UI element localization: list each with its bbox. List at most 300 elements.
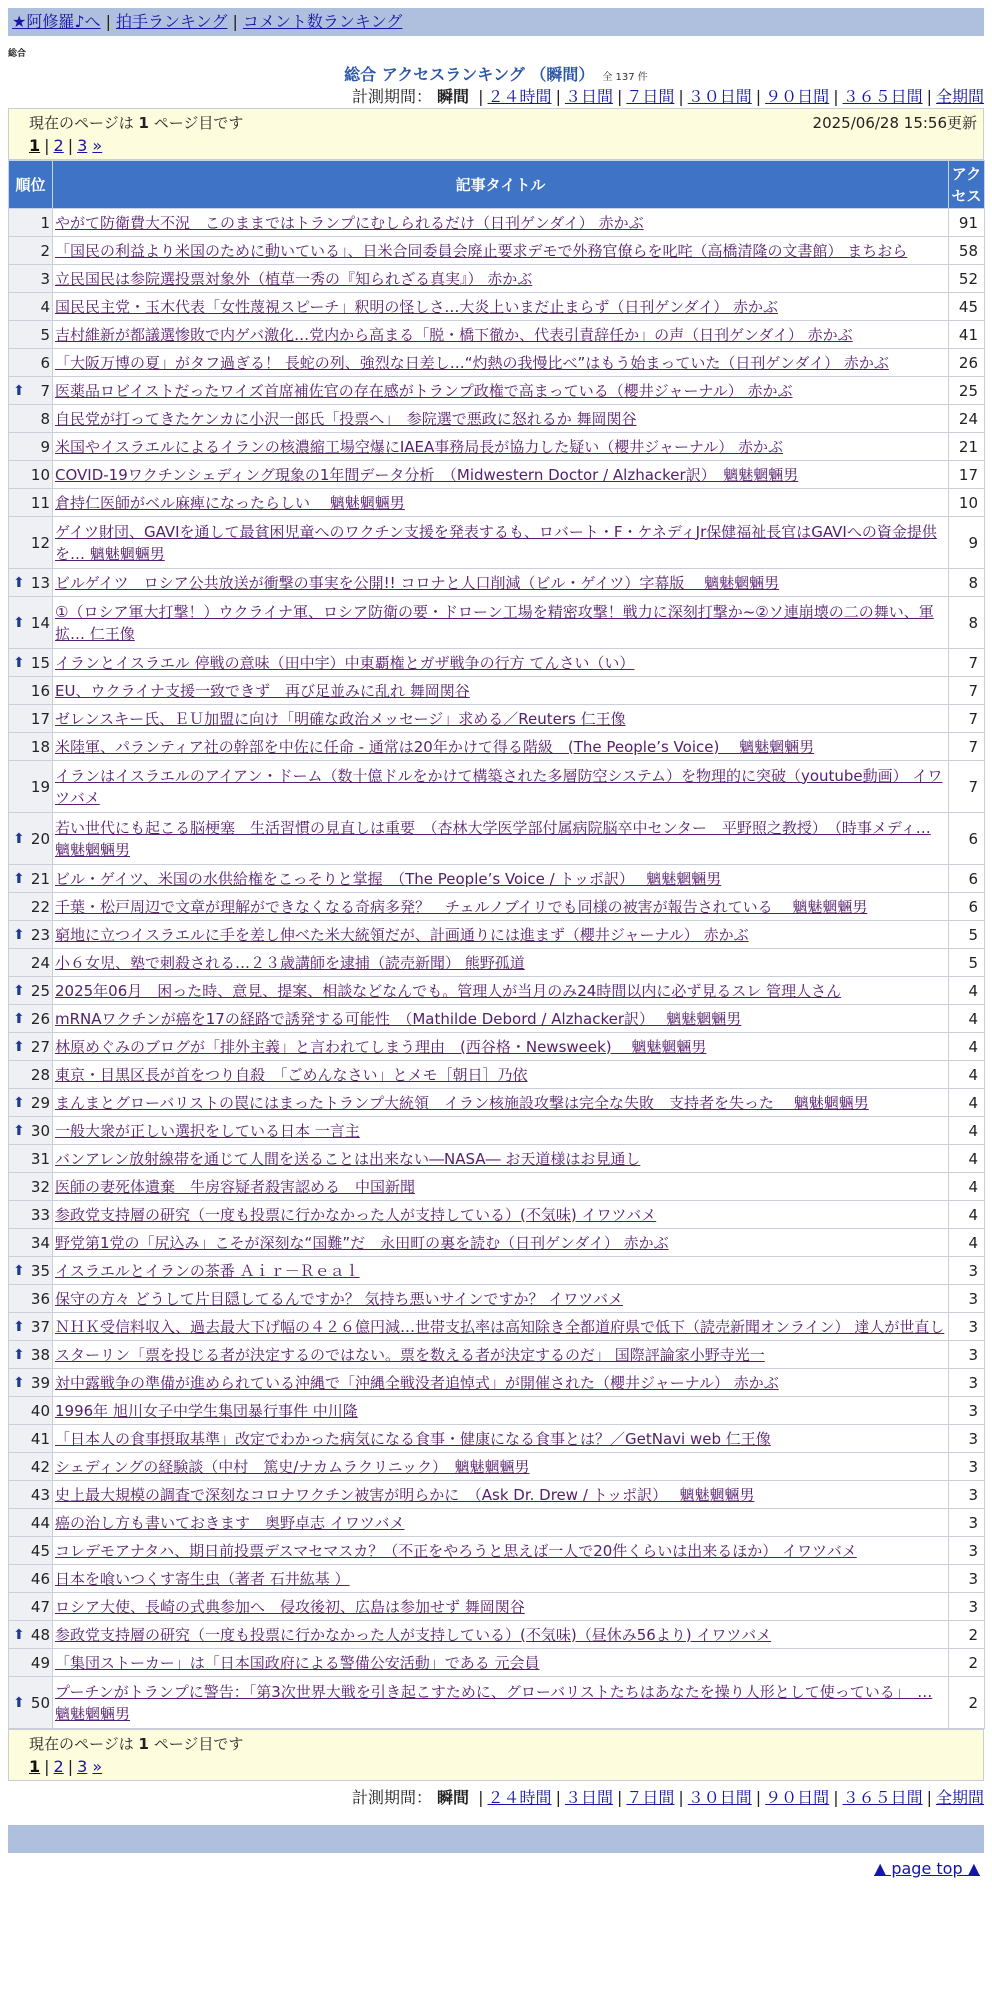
page-info-top [8, 108, 984, 160]
rank-cell [9, 1453, 53, 1481]
rank-number: 43 [30, 1485, 50, 1504]
table-row [9, 1425, 985, 1453]
title-cell [53, 1145, 949, 1173]
period-separator: | [616, 87, 623, 106]
rank-up-arrow-icon: ⬆ [13, 1038, 25, 1055]
rank-cell [9, 377, 53, 405]
table-row [9, 1117, 985, 1145]
rank-cell [9, 1369, 53, 1397]
rank-cell [9, 461, 53, 489]
rank-up-arrow-icon: ⬆ [13, 1122, 25, 1139]
article-title-link[interactable]: 一般大衆が正しい選択をしている日本 一言主 [55, 1121, 360, 1140]
pager-page-3[interactable]: 3 [77, 1757, 88, 1776]
table-row [9, 1145, 985, 1173]
rank-cell [9, 1397, 53, 1425]
title-cell [53, 209, 949, 237]
table-row [9, 377, 985, 405]
ranking-title: 総合 アクセスランキング （瞬間） [344, 65, 595, 84]
article-title-link[interactable]: 参政党支持層の研究（一度も投票に行かなかった人が支持している）(不気味)（昼休み56より) イワツバメ [55, 1625, 772, 1644]
table-row [9, 569, 985, 597]
rank-number: 4 [40, 297, 50, 316]
rank-cell [9, 677, 53, 705]
table-row [9, 1061, 985, 1089]
article-title-link[interactable]: 若い世代にも起こる脳梗塞 生活習慣の見直しは重要 （杏林大学医学部付属病院脳卒中センター 平野照之教授） （時事メディ… 魑魅魍魎男 [55, 818, 931, 859]
article-title-link[interactable]: バンアレン放射線帯を通じて人間を送ることは出来ない―NASA― お天道様はお見通し [55, 1149, 641, 1168]
period-link-3[interactable]: ３０日間 [687, 1788, 752, 1807]
period-separator: | [755, 87, 762, 106]
pager-top [29, 135, 979, 157]
article-title-link[interactable]: 国民民主党・玉木代表「女性蔑視スピーチ」釈明の怪しさ…大炎上いまだ止まらず（日刊ゲンダイ） 赤かぶ [55, 297, 778, 316]
rank-number: 16 [30, 681, 50, 700]
rank-cell [9, 569, 53, 597]
period-link-2[interactable]: ７日間 [626, 87, 675, 106]
rank-number: 24 [30, 953, 50, 972]
article-title-link[interactable]: 「日本人の食事摂取基準」改定でわかった病気になる食事・健康になる食事とは？／GetNavi web 仁王像 [55, 1429, 771, 1448]
access-count: 4 [949, 1117, 985, 1145]
rank-number: 15 [30, 653, 50, 672]
rank-number: 34 [30, 1233, 50, 1252]
period-selector-bottom [8, 1787, 984, 1809]
header-title: 記事タイトル [53, 161, 949, 209]
title-cell [53, 865, 949, 893]
title-cell [53, 1453, 949, 1481]
article-title-link[interactable]: プーチンがトランプに警告：「第3次世界大戦を引き起こすために、グローバリストたちはあなたを操り人形として使っている」 … 魑魅魍魎男 [55, 1682, 933, 1723]
article-title-link[interactable]: やがて防衛費大不況 このままではトランプにむしられるだけ（日刊ゲンダイ） 赤かぶ [55, 213, 644, 232]
access-count: 8 [949, 597, 985, 649]
table-row [9, 761, 985, 813]
rank-cell [9, 517, 53, 569]
table-row [9, 237, 985, 265]
rank-number: 32 [30, 1177, 50, 1196]
access-count: 3 [949, 1509, 985, 1537]
article-title-link[interactable]: 日本を喰いつくす寄生虫（著者 石井紘基 ） [55, 1569, 350, 1588]
rank-cell [9, 1005, 53, 1033]
rank-cell [9, 1229, 53, 1257]
article-title-link[interactable]: 「大阪万博の夏」がタフ過ぎる！ 長蛇の列、強烈な日差し…“灼熱の我慢比べ”はもう始まっていた（日刊ゲンダイ） 赤かぶ [55, 353, 889, 372]
rank-number: 40 [30, 1401, 50, 1420]
article-title-link[interactable]: 参政党支持層の研究（一度も投票に行かなかった人が支持している）(不気味) イワツバメ [55, 1205, 657, 1224]
rank-up-arrow-icon: ⬆ [13, 870, 25, 887]
access-count: 21 [949, 433, 985, 461]
article-title-link[interactable]: 対中露戦争の準備が進められている沖縄で「沖縄全戦没者追悼式」が開催された（櫻井ジャーナル） 赤かぶ [55, 1373, 779, 1392]
title-cell [53, 649, 949, 677]
table-row [9, 1313, 985, 1341]
page-top-link[interactable]: ▲ page top ▲ [873, 1859, 980, 1878]
table-row [9, 705, 985, 733]
period-link-0[interactable]: ２４時間 [487, 1788, 552, 1807]
period-separator: | [478, 1788, 484, 1807]
rank-cell [9, 1649, 53, 1677]
period-links-bottom [474, 1788, 984, 1807]
title-cell [53, 597, 949, 649]
updated-timestamp: 2025/06/28 15:56更新 [812, 114, 977, 132]
table-row [9, 1173, 985, 1201]
page-info-prefix-bottom: 現在のページは [29, 1735, 134, 1753]
access-count: 7 [949, 649, 985, 677]
access-count: 7 [949, 733, 985, 761]
access-count: 26 [949, 349, 985, 377]
title-cell [53, 1005, 949, 1033]
top-nav: ★阿修羅♪へ | 拍手ランキング | コメント数ランキング [8, 8, 984, 36]
table-row [9, 1397, 985, 1425]
table-row [9, 921, 985, 949]
rank-up-arrow-icon: ⬆ [13, 382, 25, 399]
article-title-link[interactable]: ビル・ゲイツ、米国の水供給権をこっそりと掌握 （The People’s Voice / トッポ訳） 魑魅魍魎男 [55, 869, 722, 888]
access-count: 5 [949, 921, 985, 949]
article-title-link[interactable]: 癌の治し方も書いておきます 奥野卓志 イワツバメ [55, 1513, 405, 1532]
article-title-link[interactable]: 千葉・松戸周辺で文章が理解ができなくなる奇病多発？ チェルノブイリでも同様の被害が報告されている 魑魅魍魎男 [55, 897, 868, 916]
article-title-link[interactable]: ゲイツ財団、GAVIを通して最貧困児童へのワクチン支援を発表するも、ロバート・F・ケネディJr保健福祉長官はGAVIへの資金提供を… 魑魅魍魎男 [55, 522, 937, 563]
access-count: 6 [949, 893, 985, 921]
rank-cell [9, 1089, 53, 1117]
access-count: 3 [949, 1313, 985, 1341]
pager-separator: | [44, 136, 50, 155]
access-count: 2 [949, 1621, 985, 1649]
article-title-link[interactable]: COVID-19ワクチンシェディング現象の1年間データ分析 （Midwestern Doctor / Alzhacker訳） 魑魅魍魎男 [55, 465, 799, 484]
article-title-link[interactable]: 林原めぐみのブログが「排外主義」と言われてしまう理由 (西谷格・Newsweek) 魑魅魍魎男 [55, 1037, 707, 1056]
rank-number: 42 [30, 1457, 50, 1476]
period-separator: | [555, 1788, 561, 1807]
pager-current-page: 1 [29, 136, 41, 155]
article-title-link[interactable]: ゼレンスキー氏、ＥＵ加盟に向け「明確な政治メッセージ」求める／Reuters 仁王像 [55, 709, 626, 728]
table-row [9, 1481, 985, 1509]
access-count: 10 [949, 489, 985, 517]
rank-cell [9, 813, 53, 865]
pager-next[interactable]: » [92, 136, 103, 155]
access-count: 4 [949, 1145, 985, 1173]
article-title-link[interactable]: 「国民の利益より米国のために動いている」、日米合同委員会廃止要求デモで外務官僚らを叱咤（高橋清隆の文書館） まちおら [55, 241, 908, 260]
access-count: 41 [949, 321, 985, 349]
rank-number: 2 [40, 241, 50, 260]
title-cell [53, 1621, 949, 1649]
rank-number: 14 [30, 613, 50, 632]
article-title-link[interactable]: コレデモアナタハ、期日前投票デスマセマスカ？（不正をやろうと思えば一人で20件くらいは出来るほか） イワツバメ [55, 1541, 857, 1560]
title-cell [53, 921, 949, 949]
article-title-link[interactable]: 2025年06月 困った時、意見、提案、相談などなんでも。管理人が当月のみ24時間以内に必ず見るスレ 管理人さん [55, 981, 842, 1000]
access-count: 3 [949, 1593, 985, 1621]
access-count: 3 [949, 1397, 985, 1425]
title-cell [53, 677, 949, 705]
rank-cell [9, 1257, 53, 1285]
period-link-6[interactable]: 全期間 [935, 1788, 984, 1807]
total-count: 全 137 件 [602, 72, 648, 83]
access-count: 58 [949, 237, 985, 265]
title-cell [53, 1173, 949, 1201]
table-row [9, 1033, 985, 1061]
rank-number: 36 [30, 1289, 50, 1308]
rank-number: 31 [30, 1149, 50, 1168]
rank-cell [9, 1537, 53, 1565]
table-row [9, 1509, 985, 1537]
access-count: 4 [949, 1089, 985, 1117]
period-link-5[interactable]: ３６５日間 [842, 1788, 923, 1807]
article-title-link[interactable]: mRNAワクチンが癌を17の経路で誘発する可能性 （Mathilde Debord / Alzhacker訳） 魑魅魍魎男 [55, 1009, 742, 1028]
table-row [9, 489, 985, 517]
table-row [9, 1285, 985, 1313]
title-cell [53, 1397, 949, 1425]
period-link-4[interactable]: ９０日間 [765, 1788, 830, 1807]
page-info-number: 1 [138, 114, 149, 132]
access-count: 4 [949, 1061, 985, 1089]
pager-bottom [29, 1756, 979, 1778]
pager-next[interactable]: » [92, 1757, 103, 1776]
title-cell [53, 977, 949, 1005]
rank-cell [9, 1481, 53, 1509]
article-title-link[interactable]: 東京・目黒区長が首をつり自殺 「ごめんなさい」とメモ［朝日］乃依 [55, 1065, 528, 1084]
article-title-link[interactable]: 立民国民は参院選投票対象外（植草一秀の『知られざる真実』） 赤かぶ [55, 269, 533, 288]
access-count: 4 [949, 1201, 985, 1229]
article-title-link[interactable]: シェディングの経験談（中村 篤史/ナカムラクリニック） 魑魅魍魎男 [55, 1457, 530, 1476]
table-row [9, 1621, 985, 1649]
rank-number: 25 [30, 981, 50, 1000]
rank-number: 37 [30, 1317, 50, 1336]
rank-cell [9, 1565, 53, 1593]
access-count: 2 [949, 1677, 985, 1729]
table-row [9, 1369, 985, 1397]
access-count: 3 [949, 1453, 985, 1481]
pager-page-2[interactable]: 2 [53, 1757, 64, 1776]
rank-number: 23 [30, 925, 50, 944]
access-count: 2 [949, 1649, 985, 1677]
table-row [9, 517, 985, 569]
period-links [474, 87, 984, 106]
article-title-link[interactable]: 吉村維新が都議選惨敗で内ゲバ激化…党内から高まる「脱・橋下徹か、代表引責辞任か」の声（日刊ゲンダイ） 赤かぶ [55, 325, 853, 344]
article-title-link[interactable]: 「集団ストーカー」は「日本国政府による警備公安活動」である 元会員 [55, 1653, 540, 1672]
rank-number: 20 [30, 829, 50, 848]
title-cell [53, 949, 949, 977]
page-info-suffix: ページ目です [153, 114, 244, 132]
period-selector-top [8, 86, 984, 108]
title-cell [53, 461, 949, 489]
table-row [9, 1341, 985, 1369]
rank-number: 48 [30, 1625, 50, 1644]
period-link-3[interactable]: ３０日間 [687, 87, 752, 106]
title-cell [53, 405, 949, 433]
rank-up-arrow-icon: ⬆ [13, 574, 25, 591]
comment-ranking-link[interactable]: コメント数ランキング [242, 12, 403, 31]
ranking-table [8, 160, 985, 1729]
rank-cell [9, 597, 53, 649]
access-count: 4 [949, 1005, 985, 1033]
period-separator: | [833, 1788, 839, 1807]
title-cell [53, 1117, 949, 1145]
article-title-link[interactable]: 史上最大規模の調査で深刻なコロナワクチン被害が明らかに （Ask Dr. Drew / トッポ訳） 魑魅魍魎男 [55, 1485, 755, 1504]
access-count: 4 [949, 977, 985, 1005]
rank-up-arrow-icon: ⬆ [13, 982, 25, 999]
article-title-link[interactable]: 小６女児、塾で刺殺される…２３歳講師を逮捕（読売新聞） 熊野孤道 [55, 953, 525, 972]
rank-cell [9, 893, 53, 921]
rank-number: 10 [30, 465, 50, 484]
rank-cell [9, 1117, 53, 1145]
home-link[interactable]: ★阿修羅♪へ [12, 12, 101, 31]
rank-up-arrow-icon: ⬆ [13, 1318, 25, 1335]
rank-number: 45 [30, 1541, 50, 1560]
period-label-bottom: 計測期間： [351, 1788, 432, 1807]
title-cell [53, 1677, 949, 1729]
rank-number: 3 [40, 269, 50, 288]
page-top-area [8, 1853, 984, 1878]
title-cell [53, 237, 949, 265]
table-row [9, 1593, 985, 1621]
title-cell [53, 1481, 949, 1509]
title-cell [53, 893, 949, 921]
table-row [9, 209, 985, 237]
pager-page-3[interactable]: 3 [77, 136, 88, 155]
access-count: 3 [949, 1285, 985, 1313]
title-cell [53, 813, 949, 865]
rank-number: 22 [30, 897, 50, 916]
access-count: 4 [949, 1173, 985, 1201]
article-title-link[interactable]: 自民党が打ってきたケンカに小沢一郎氏「投票へ」 参院選で悪政に怒れるか 舞岡関谷 [55, 409, 637, 428]
pager-separator: | [44, 1757, 50, 1776]
rank-number: 21 [30, 869, 50, 888]
table-row [9, 733, 985, 761]
access-count: 3 [949, 1257, 985, 1285]
period-separator: | [926, 1788, 932, 1807]
period-link-2[interactable]: ７日間 [626, 1788, 675, 1807]
title-cell [53, 1229, 949, 1257]
article-title-link[interactable]: 米陸軍、パランティア社の幹部を中佐に任命 - 通常は20年かけて得る階級 (The People’s Voice) 魑魅魍魎男 [55, 737, 815, 756]
rank-cell [9, 1621, 53, 1649]
rank-cell [9, 733, 53, 761]
access-count: 7 [949, 705, 985, 733]
article-title-link[interactable]: ①（ロシア軍大打撃！）ウクライナ軍、ロシア防衛の要・ドローン工場を精密攻撃！戦力に深刻打撃か~②ソ連崩壊の二の舞い、軍拡… 仁王像 [55, 602, 934, 643]
article-title-link[interactable]: 窮地に立つイスラエルに手を差し伸べた米大統領だが、計画通りには進まず（櫻井ジャーナル） 赤かぶ [55, 925, 749, 944]
applause-ranking-link[interactable]: 拍手ランキング [115, 12, 228, 31]
period-current: 瞬間 [437, 87, 470, 106]
rank-number: 35 [30, 1261, 50, 1280]
rank-up-arrow-icon: ⬆ [13, 1374, 25, 1391]
rank-cell [9, 349, 53, 377]
rank-cell [9, 865, 53, 893]
access-count: 3 [949, 1425, 985, 1453]
article-title-link[interactable]: イスラエルとイランの茶番 Ａｉｒ－Ｒｅａｌ [55, 1261, 360, 1280]
table-row [9, 433, 985, 461]
table-row [9, 813, 985, 865]
rank-number: 49 [30, 1653, 50, 1672]
page-info-number-bottom: 1 [138, 1735, 149, 1753]
rank-up-arrow-icon: ⬆ [13, 926, 25, 943]
article-title-link[interactable]: まんまとグローバリストの罠にはまったトランプ大統領 イラン核施設攻撃は完全な失敗 支持者を失った 魑魅魍魎男 [55, 1093, 869, 1112]
rank-cell [9, 489, 53, 517]
access-count: 91 [949, 209, 985, 237]
page-info-text-bottom [29, 1732, 979, 1756]
table-row [9, 977, 985, 1005]
table-row [9, 1677, 985, 1729]
title-cell [53, 265, 949, 293]
period-link-0[interactable]: ２４時間 [487, 87, 552, 106]
article-title-link[interactable]: ＮＨＫ受信料収入、過去最大下げ幅の４２６億円減…世帯支払率は高知除き全都道府県で低下（読売新聞オンライン） 達人が世直し [55, 1317, 945, 1336]
title-cell [53, 761, 949, 813]
article-title-link[interactable]: イランとイスラエル 停戦の意味（田中宇）中東覇権とガザ戦争の行方 てんさい（い） [55, 653, 635, 672]
table-row [9, 265, 985, 293]
title-cell [53, 569, 949, 597]
article-title-link[interactable]: イランはイスラエルのアイアン・ドーム（数十億ドルをかけて構築された多層防空システム）を物理的に突破（youtube動画） イワツバメ [55, 766, 943, 807]
access-count: 6 [949, 865, 985, 893]
table-row [9, 1257, 985, 1285]
access-count: 8 [949, 569, 985, 597]
rank-up-arrow-icon: ⬆ [13, 1694, 25, 1711]
access-count: 3 [949, 1481, 985, 1509]
article-title-link[interactable]: 米国やイスラエルによるイランの核濃縮工場空爆にIAEA事務局長が協力した疑い（櫻井ジャーナル） 赤かぶ [55, 437, 783, 456]
page-info-bottom [8, 1729, 984, 1781]
access-count: 45 [949, 293, 985, 321]
access-count: 52 [949, 265, 985, 293]
article-title-link[interactable]: 医師の妻死体遺棄 牛房容疑者殺害認める 中国新聞 [55, 1177, 416, 1196]
rank-number: 50 [30, 1693, 50, 1712]
table-row [9, 1089, 985, 1117]
title-cell [53, 349, 949, 377]
title-cell [53, 433, 949, 461]
article-title-link[interactable]: 医薬品ロビイストだったワイズ首席補佐官の存在感がトランプ政権で高まっている（櫻井ジャーナル） 赤かぶ [55, 381, 793, 400]
title-cell [53, 517, 949, 569]
period-separator: | [755, 1788, 762, 1807]
rank-cell [9, 209, 53, 237]
title-cell [53, 705, 949, 733]
title-cell [53, 489, 949, 517]
table-row [9, 1229, 985, 1257]
article-title-link[interactable]: 保守の方々 どうして片目隠してるんですか？ 気持ち悪いサインですか？ イワツバメ [55, 1289, 623, 1308]
rank-cell [9, 761, 53, 813]
rank-number: 19 [30, 777, 50, 796]
pager-page-2[interactable]: 2 [53, 136, 64, 155]
rank-cell [9, 293, 53, 321]
rank-number: 47 [30, 1597, 50, 1616]
rank-cell [9, 1033, 53, 1061]
rank-number: 26 [30, 1009, 50, 1028]
table-row [9, 597, 985, 649]
period-link-5[interactable]: ３６５日間 [842, 87, 923, 106]
ranking-rows [9, 209, 985, 1729]
rank-number: 28 [30, 1065, 50, 1084]
header-rank: 順位 [9, 161, 53, 209]
title-cell [53, 321, 949, 349]
table-row [9, 1005, 985, 1033]
rank-number: 46 [30, 1569, 50, 1588]
table-row [9, 649, 985, 677]
article-title-link[interactable]: 野党第1党の「尻込み」こそが深刻な“国難”だ 永田町の裏を読む（日刊ゲンダイ） 赤かぶ [55, 1233, 669, 1252]
title-cell [53, 1201, 949, 1229]
rank-cell [9, 237, 53, 265]
period-link-6[interactable]: 全期間 [935, 87, 984, 106]
rank-up-arrow-icon: ⬆ [13, 1346, 25, 1363]
rank-cell [9, 1313, 53, 1341]
rank-up-arrow-icon: ⬆ [13, 1010, 25, 1027]
article-title-link[interactable]: 1996年 旭川女子中学生集団暴行事件 中川隆 [55, 1401, 358, 1420]
rank-number: 17 [30, 709, 50, 728]
rank-up-arrow-icon: ⬆ [13, 1094, 25, 1111]
period-link-1[interactable]: ３日間 [564, 87, 613, 106]
table-row [9, 1565, 985, 1593]
period-link-4[interactable]: ９０日間 [765, 87, 830, 106]
table-row [9, 293, 985, 321]
period-separator: | [616, 1788, 623, 1807]
title-cell [53, 1033, 949, 1061]
page-info-prefix: 現在のページは [29, 114, 134, 132]
period-current-bottom: 瞬間 [437, 1788, 470, 1807]
rank-number: 13 [30, 573, 50, 592]
rank-up-arrow-icon: ⬆ [13, 1262, 25, 1279]
article-title-link[interactable]: ビルゲイツ ロシア公共放送が衝撃の事実を公開!! コロナと人口削減（ビル・ゲイツ）字幕版 魑魅魍魎男 [55, 573, 780, 592]
period-link-1[interactable]: ３日間 [564, 1788, 613, 1807]
article-title-link[interactable]: ロシア大使、長崎の式典参加へ 侵攻後初、広島は参加せず 舞岡関谷 [55, 1597, 525, 1616]
article-title-link[interactable]: スターリン「票を投じる者が決定するのではない。票を数える者が決定するのだ」 国際評論家小野寺光一 [55, 1345, 765, 1364]
bottom-bar [8, 1825, 984, 1853]
title-cell [53, 377, 949, 405]
article-title-link[interactable]: 倉持仁医師がベル麻痺になったらしい 魑魅魍魎男 [55, 493, 405, 512]
rank-up-arrow-icon: ⬆ [13, 830, 25, 847]
article-title-link[interactable]: EU、ウクライナ支援一致できず 再び足並みに乱れ 舞岡関谷 [55, 681, 470, 700]
